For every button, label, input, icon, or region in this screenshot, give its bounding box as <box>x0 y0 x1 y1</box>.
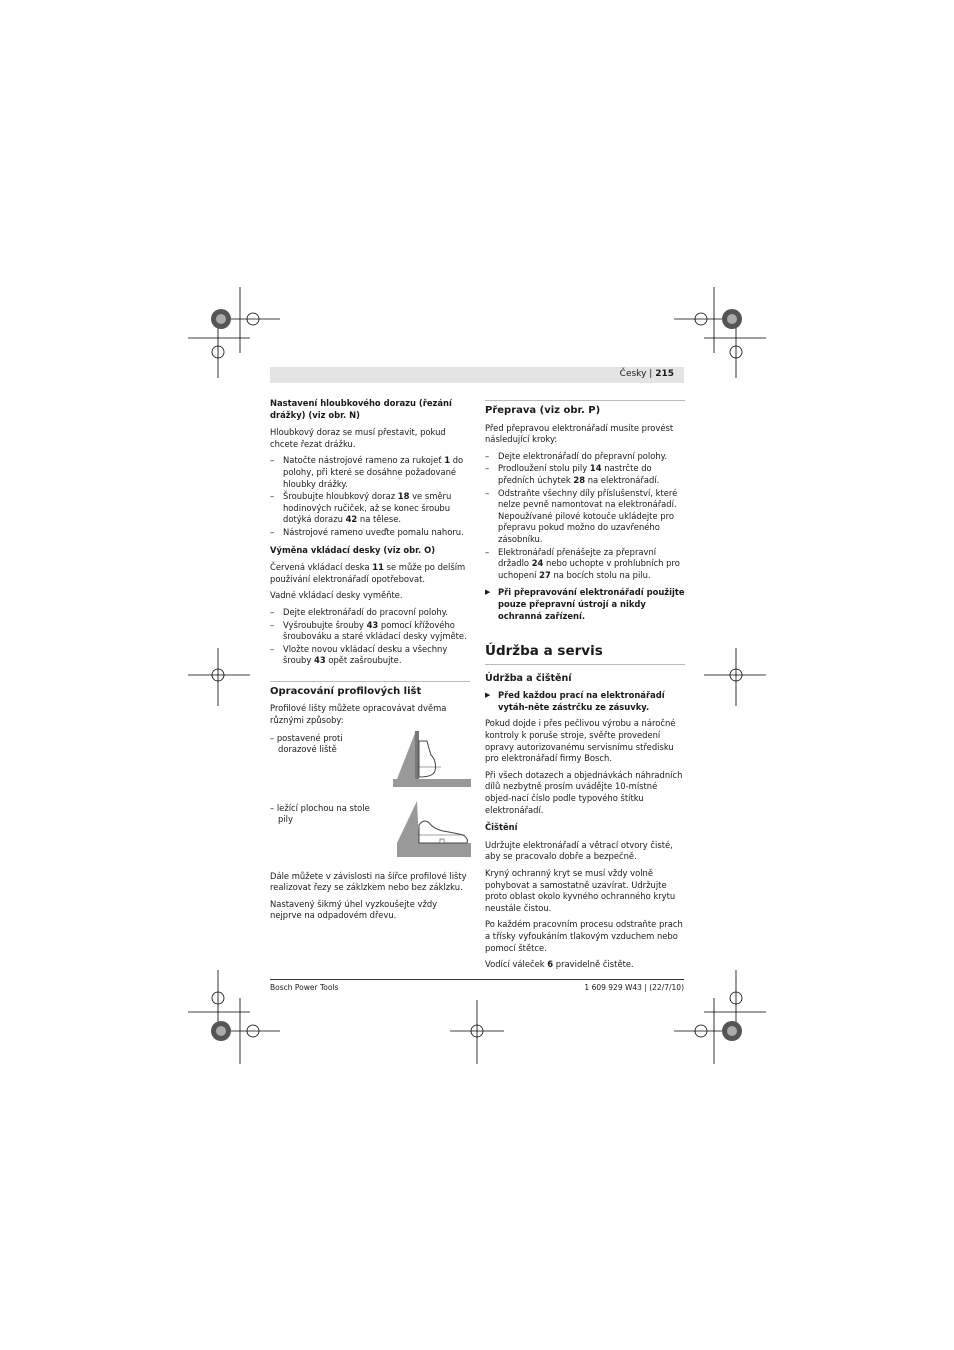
figure-flat-profile <box>395 799 471 861</box>
transport-ref-number: 14 <box>589 463 602 474</box>
insert-plate-item <box>270 620 470 643</box>
warning-arrow-icon-2: ▶ <box>485 691 491 700</box>
cleaning-p1: Udržujte elektronářadí a větrací otvory čisté, aby se pracovalo dobře a bezpečně. <box>485 839 673 862</box>
depth-stop-ref-number: 42 <box>345 514 358 525</box>
footer-brand: Bosch Power Tools <box>270 983 339 992</box>
profile-option-1-label: – postavené proti dorazové liště <box>270 732 343 755</box>
depth-stop-item <box>270 491 470 526</box>
transport-warning <box>485 587 685 622</box>
transport-item <box>485 463 685 486</box>
section-title-maintenance-cleaning: Údržba a čištění <box>485 672 572 684</box>
transport-text: Elektronářadí přenášejte za přepravní držadlo <box>498 546 657 569</box>
cleaning-p4-text: pravidelně čistěte. <box>553 959 634 970</box>
transport-item <box>485 451 685 463</box>
insert-plate-p1-text: se může po delším používání elektronářadí opotřebovat. <box>270 562 466 584</box>
maintenance-warning-text: Před každou prací na elektronářadí vytáh-něte zástrčku ze zásuvky. <box>498 690 665 712</box>
insert-plate-text: Vložte novou vkládací desku a všechny šrouby <box>283 643 448 666</box>
insert-plate-list <box>270 607 470 667</box>
section-title-profile-strips: Opracování profilových lišt <box>270 681 470 698</box>
transport-text: na bocích stolu na pilu. <box>550 569 651 580</box>
right-column <box>485 400 685 976</box>
profile-option-2 <box>270 803 470 865</box>
depth-stop-text: Šroubujte hloubkový doraz <box>283 491 398 502</box>
transport-warning-text: Při přepravování elektronářadí použijte pouze přepravní ústrojí a nikdy ochranná zařízení. <box>498 587 685 621</box>
cleaning-p2: Kryný ochranný kryt se musí vždy volně pohybovat a samostatně uzavírat. Udržujte proto oblast okolo kyvného ochranného krytu neustále čistou. <box>485 868 676 913</box>
depth-stop-ref-number: 18 <box>397 491 410 502</box>
insert-plate-p1 <box>270 562 470 585</box>
warning-arrow-icon: ▶ <box>485 588 491 597</box>
page-header <box>270 367 684 383</box>
transport-list <box>485 451 685 582</box>
section-title-depth-stop: Nastavení hloubkového dorazu (řezání drážky) (viz obr. N) <box>270 398 452 420</box>
depth-stop-text: Nástrojové rameno uveďte pomalu nahoru. <box>283 526 464 537</box>
footer-doc-id: 1 609 929 W43 | (22/7/10) <box>584 983 684 992</box>
transport-item <box>485 488 685 546</box>
header-text <box>620 369 674 379</box>
profile-strips-p1: Dále můžete v závislosti na šířce profilové lišty realizovat řezy se záklzkem nebo bez záklzku. <box>270 870 467 893</box>
chapter-title-maintenance: Údržba a servis <box>485 646 685 665</box>
transport-ref-number: 24 <box>531 558 544 569</box>
depth-stop-item <box>270 455 470 490</box>
cleaning-p4 <box>485 959 685 971</box>
insert-plate-ref-number: 43 <box>314 655 326 666</box>
header-separator: | <box>649 369 653 379</box>
insert-plate-text: opět zašroubujte. <box>325 655 402 666</box>
section-title-cleaning: Čištění <box>485 822 518 833</box>
insert-plate-item <box>270 644 470 667</box>
insert-plate-text: Vyšroubujte šrouby <box>283 619 367 630</box>
transport-text: Dejte elektronářadí do přepravní polohy. <box>498 450 668 461</box>
depth-stop-text: ve směru hodinových ručiček, až se konec šroubu dotýká dorazu <box>283 491 452 525</box>
insert-plate-p1-text: Červená vkládací deska <box>270 562 373 573</box>
profile-option-1 <box>270 733 470 793</box>
left-column <box>270 398 470 927</box>
cleaning-p4-ref-number: 6 <box>547 959 554 970</box>
insert-plate-ref-number: 43 <box>366 619 379 630</box>
insert-plate-text: pomocí křížového šroubováku a staré vkládací desky vyjměte. <box>283 619 467 642</box>
insert-plate-item <box>270 607 470 619</box>
profile-strips-intro: Profilové lišty můžete opracovávat dvěma různými způsoby: <box>270 703 447 726</box>
insert-plate-text: Dejte elektronářadí do pracovní polohy. <box>283 606 449 617</box>
header-language: Česky <box>619 369 647 379</box>
transport-text: Prodloužení stolu pily <box>498 463 590 474</box>
transport-intro: Před přepravou elektronářadí musíte provést následující kroky: <box>485 422 674 445</box>
depth-stop-list <box>270 455 470 538</box>
depth-stop-text: do polohy, při které se dosáhne požadované hloubky drážky. <box>283 455 464 489</box>
transport-ref-number: 28 <box>573 474 586 485</box>
figure-upright-profile <box>393 729 471 791</box>
profile-strips-p2: Nastavený šikmý úhel vyzkoušejte vždy nejprve na odpadovém dřevu. <box>270 898 438 921</box>
section-title-insert-plate: Výměna vkládací desky (viz obr. O) <box>270 544 436 555</box>
transport-text: Odstraňte všechny díly příslušenství, které nelze pevně namontovat na elektronářadí. Nepoužívané pilové kotouče ukládejte pro přepravu pokud možno do uzavřeného zásobníku. <box>498 487 678 544</box>
cleaning-p3: Po každém pracovním procesu odstraňte prach a třísky vyfoukáním tlakovým vzduchem nebo pomocí štětce. <box>485 919 683 953</box>
insert-plate-p1-ref-number: 11 <box>372 562 384 573</box>
page-footer <box>270 979 684 992</box>
cleaning-p4-text: Vodící váleček <box>485 959 548 970</box>
depth-stop-text: na tělese. <box>357 514 402 525</box>
depth-stop-text: Natočte nástrojové rameno za rukojeť <box>283 455 445 466</box>
profile-option-2-label: – ležící plochou na stole pily <box>270 802 370 825</box>
transport-item <box>485 547 685 582</box>
section-title-transport: Přeprava (viz obr. P) <box>485 400 685 417</box>
transport-text: nastrčte do předních úchytek <box>498 463 652 485</box>
maintenance-p2: Při všech dotazech a objednávkách náhradních dílů nezbytně prosím uvádějte 10-místné objed-nací číslo podle typového štítku elektronářadí. <box>485 769 683 815</box>
maintenance-p1: Pokud dojde i přes pečlivou výrobu a náročné kontroly k poruše stroje, svěřte provedení opravy autorizovanému servisnímu středisku pro elektronářadí firmy Bosch. <box>485 718 676 764</box>
insert-plate-p2: Vadné vkládací desky vyměňte. <box>270 590 403 601</box>
depth-stop-item <box>270 527 470 539</box>
transport-text: na elektronářadí. <box>585 474 660 485</box>
depth-stop-intro: Hloubkový doraz se musí přestavit, pokud chcete řezat drážku. <box>270 427 446 449</box>
page-number: 215 <box>655 369 674 379</box>
depth-stop-ref-number: 1 <box>444 455 451 466</box>
transport-ref-number: 27 <box>539 569 551 580</box>
maintenance-warning <box>485 690 685 713</box>
transport-text: nebo uchopte v prohlubních pro uchopení <box>498 558 680 580</box>
